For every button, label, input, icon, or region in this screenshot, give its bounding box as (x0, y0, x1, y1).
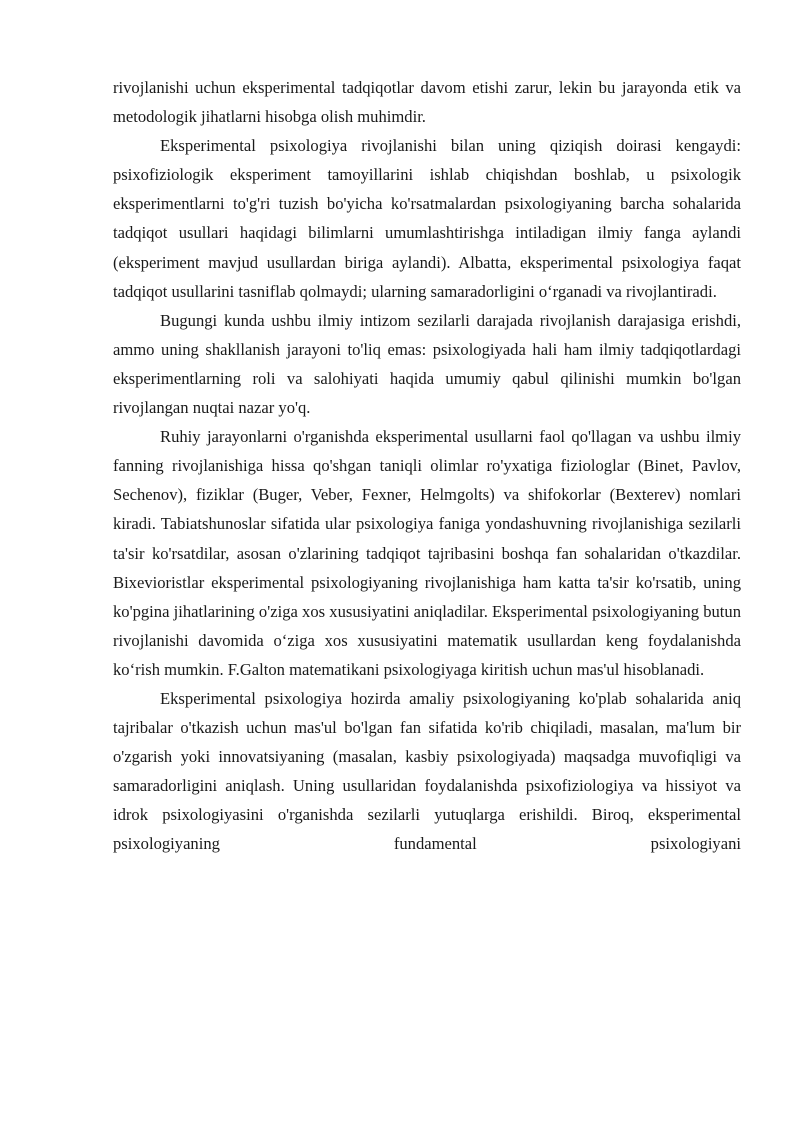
paragraph: Eksperimental psixologiya hozirda amaliy psixologiyaning ko'plab sohalarida aniq tajribalar o'tkazish uchun mas'ul bo'lgan fan sifatida ko'rib chiqiladi, masalan, ma'lum bir o'zgarish yoki innovatsiyaning (masalan, kasbiy psixologiyada) maqsadga muvofiqligi va samaradorligini aniqlash. Uning usullaridan foydalanishda psixofiziologiya va hissiyot va idrok psixologiyasini o'rganishda sezilarli yutuqlarga erishildi. Biroq, eksperimental psixologiyaning fundamental psixologiyani (113, 688, 741, 854)
paragraph: Ruhiy jarayonlarni o'rganishda eksperimental usullarni faol qo'llagan va ushbu ilmiy fanning rivojlanishiga hissa qo'shgan taniqli olimlar ro'yxatiga fiziologlar (Binet, Pavlov, Sechenov), fiziklar (Buger, Veber, Fexner, Helmgolts) va shifokorlar (Bexterev) nomlari kiradi. Tabiatshunoslar sifatida ular psixologiya faniga yondashuvning rivojlanishiga sezilarli ta'sir ko'rsatdilar, asosan o'zlarining tadqiqot tajribasini boshqa fan sohalaridan o'tkazdilar. Bixevioristlar eksperimental psixologiyaning rivojlanishiga ham katta ta'sir ko'rsatib, uning ko'pgina jihatlarining o'ziga xos xususiyatini aniqladilar. Eksperimental psixologiyaning butun rivojlanishi davomida o‘ziga xos xususiyatini matematik usullardan keng foydalanishda ko‘rish mumkin. F.Galton matematikani psixologiyaga kiritish uchun mas'ul hisoblanadi. (113, 427, 741, 679)
paragraph-continuation: rivojlanishi uchun eksperimental tadqiqotlar davom etishi zarur, lekin bu jarayonda etik va metodologik jihatlarni hisobga olish muhimdir. (113, 78, 741, 127)
paragraph: Bugungi kunda ushbu ilmiy intizom sezilarli darajada rivojlanish darajasiga erishdi, ammo uning shakllanish jarayoni to'liq emas: psixologiyada hali ham ilmiy tadqiqotlardagi eksperimentlarning roli va salohiyati haqida umumiy qabul qilinishi mumkin bo'lgan rivojlangan nuqtai nazar yo'q. (113, 310, 741, 418)
body-text (113, 73, 741, 859)
paragraph: Eksperimental psixologiya rivojlanishi bilan uning qiziqish doirasi kengaydi: psixofiziologik eksperiment tamoyillarini ishlab chiqishdan boshlab, u psixologik eksperimentlarni to'g'ri tuzish bo'yicha ko'rsatmalardan psixologiyaning barcha sohalarida tadqiqot usullari haqidagi bilimlarni umumlashtirishga intiladigan ilmiy fanga aylandi (eksperiment mavjud usullardan biriga aylandi). Albatta, eksperimental psixologiya faqat tadqiqot usullarini tasniflab qolmaydi; ularning samaradorligini o‘rganadi va rivojlantiradi. (113, 136, 741, 301)
